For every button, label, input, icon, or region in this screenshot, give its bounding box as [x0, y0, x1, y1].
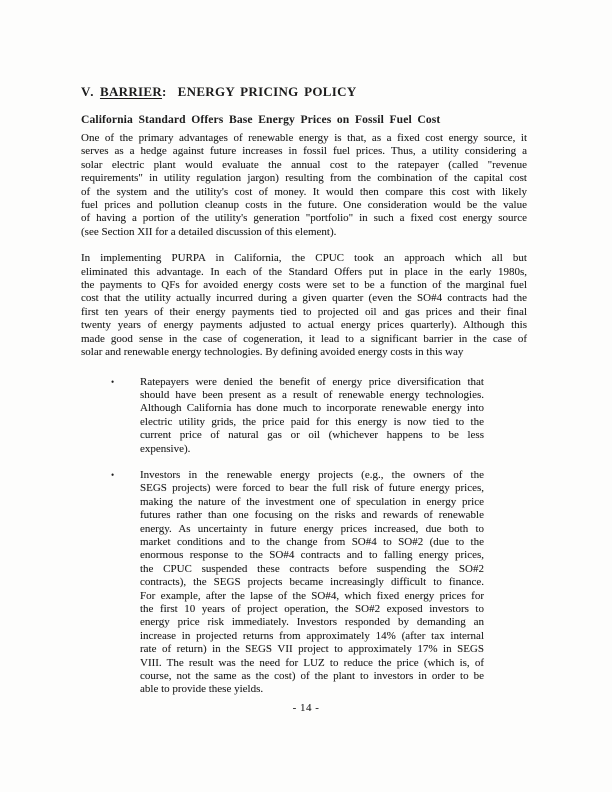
text-line: able to provide these yields.	[140, 683, 264, 696]
section-barrier-word: BARRIER	[99, 84, 163, 99]
text-line: the payments to QFs for avoided energy costs were set to be a function of the marginal fuel	[81, 279, 527, 292]
text-line: futures rather than one focusing on the risks and rewards of renewable	[140, 509, 484, 522]
bullet-text-ratepayers	[140, 376, 484, 456]
text-line: twenty years of energy payments adjusted to actual energy prices quarterly). Although this	[81, 319, 527, 332]
text-line: VIII. The result was the need for LUZ to reduce the price (which is, of	[140, 656, 484, 669]
text-line: SEGS projects) were forced to bear the full risk of future energy prices,	[140, 482, 484, 495]
text-line: expensive).	[140, 442, 191, 455]
section-separator: :	[162, 84, 167, 99]
text-line: For example, after the lapse of the SO#4, which fixed energy prices for	[140, 589, 484, 602]
section-title-text: ENERGY PRICING POLICY	[177, 84, 357, 99]
text-line: solar and renewable energy technologies. By defining avoided energy costs in this way	[81, 346, 464, 359]
bullet-icon: •	[111, 469, 115, 480]
text-line: should have been present as a result of renewable energy technologies.	[140, 388, 484, 401]
text-line: Ratepayers were denied the benefit of energy price diversification that	[140, 375, 484, 388]
page-number: - 14 -	[292, 702, 320, 714]
text-line: In implementing PURPA in California, the CPUC took an approach which all but	[81, 252, 527, 265]
text-line: serves as a hedge against future increases in fossil fuel prices. Thus, a utility considering a	[81, 145, 527, 158]
text-line: electric utility grids, the price paid for this energy is now tied to the	[140, 415, 484, 428]
bullet-icon: •	[111, 376, 115, 387]
text-line: One of the primary advantages of renewable energy is that, as a fixed cost energy source, it	[81, 132, 527, 144]
text-line: making the nature of the investment one of speculation in energy price	[140, 495, 484, 508]
text-line: made good sense in the case of cogeneration, it lead to a significant barrier in the case of	[81, 332, 527, 345]
text-line: Investors in the renewable energy projects (e.g., the owners of the	[140, 468, 484, 481]
text-line: first ten years of their energy payments tied to projected oil and gas prices and their final	[81, 305, 527, 318]
section-numeral: V.	[81, 84, 95, 99]
document-content	[81, 84, 527, 697]
text-line: rate of return) in the SEGS VII project to approximately 17% in SEGS	[140, 643, 484, 656]
text-line: eliminated this advantage. In each of the Standard Offers put in place in the early 1980s,	[81, 265, 527, 278]
text-line: Although California has done much to incorporate renewable energy into	[140, 402, 484, 415]
text-line: market conditions and to the change from SO#4 to SO#2 (due to the	[140, 535, 484, 548]
text-line: course, not the same as the cost) of the plant to investors in order to be	[140, 670, 484, 683]
text-line: increase in projected returns from approximately 14% (after tax internal	[140, 629, 484, 642]
text-line: requirements" in utility regulation jargon) resulting from the combination of the capital cost	[81, 172, 527, 185]
text-line: enormous response to the SO#4 contracts and to falling energy prices,	[140, 549, 484, 562]
paragraph-1	[81, 132, 527, 239]
text-line: contracts), the SEGS projects became increasingly difficult to finance.	[140, 576, 484, 589]
text-line: the CPUC suspended these contracts before suspending the SO#2	[140, 562, 484, 575]
subheading: California Standard Offers Base Energy Prices on Fossil Fuel Cost	[81, 113, 441, 126]
text-line: the first 10 years of project operation, the SO#2 exposed investors to	[140, 603, 484, 615]
bullet-item-ratepayers	[111, 375, 484, 456]
text-line: current price of natural gas or oil (whichever happens to be less	[140, 429, 484, 442]
bullet-list	[81, 376, 527, 697]
paragraph-2	[81, 252, 527, 359]
section-title	[81, 84, 527, 100]
text-line: cost that the utility actually incurred during a given quarter (even the SO#4 contracts had the	[81, 292, 527, 305]
text-line: (see Section XII for a detailed discussion of this element).	[81, 225, 337, 238]
text-line: fuel prices and pollution cleanup costs in the future. One consideration would be the value	[81, 199, 527, 212]
text-line: energy price risk immediately. Investors responded by demanding an	[140, 616, 484, 629]
bullet-item-investors	[111, 468, 484, 697]
bullet-text-investors	[140, 469, 484, 697]
text-line: energy. As uncertainty in future energy prices increased, due both to	[140, 522, 484, 535]
text-line: of the system and the utility's cost of money. It would then compare this cost with likely	[81, 185, 527, 198]
text-line: of having a portion of the utility's generation "portfolio" in such a fixed cost energy source	[81, 212, 527, 225]
text-line: solar electric plant would evaluate the annual cost to the ratepayer (called "revenue	[81, 158, 527, 171]
